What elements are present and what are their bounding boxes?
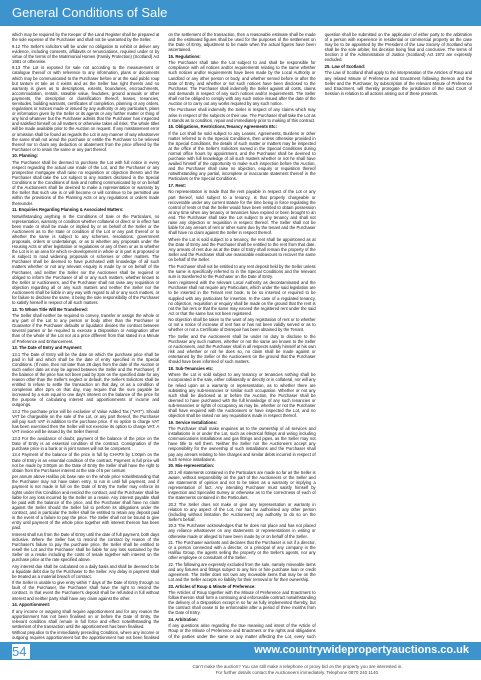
paragraph: 13.3 For the avoidance of doubt, payment of the balance of the price on the Date of Entry is an essential condition of the contract. Consignation of the purchase price in a bank or in joint names will not be competent. [12, 435, 160, 451]
paragraph: The Seller and the Auctioneers shall be under no duty to disclose to the Purchaser any such matters, whether or not the same are known to the Seller or Auctioneers, and the Purchaser shall in all respects satisfy himself at his own risk and whether or not he does so, no claim shall be made against or entertained by the Seller or the Auctioneers on the ground that the Purchaser should have been informed of such matters. [168, 333, 316, 365]
section-heading: 15. Regulations: [168, 53, 201, 59]
paragraph: Where the Lot is sold subject to a tenancy, the rent shall be apportioned as at the Date of Entry and the Purchaser shall be entitled to the rent from that date. Any arrears of rent due as at the Date of Entry shall remain the property of the Seller and the Purchaser shall use reasonable endeavours to recover the same on behalf of the Seller. [168, 236, 316, 263]
paragraph: 21. The Purchaser warrants and declares that the Purchaser is not if a director, or a person connected with a director, or a principal of any company in the Halifax Group, the agents selling the property or the Seller's agents, nor any other employee or consultant of the Seller. [168, 540, 316, 561]
paragraph: The Purchaser shall be deemed to purchase the Lot with full notice in every respect regarding the actual use made of the Lot, and the Purchaser or any prospective mortgagee shall raise no requisition or objection thereto and the Purchaser shall take the Lot subject to any matters disclosed in the Special Conditions or the Conditions of Sale and nothing communicated by or on behalf of the Auctioneers shall be deemed to make a representation or warranty by the Seller that such use is or will become or will continue to be permitted use within the provisions of the Planning Acts or any regulations or orders made thereunder. [12, 159, 160, 206]
section-heading: 18. Sub-Tenancies etc: [168, 365, 214, 371]
section-heading: 17. Rent: [168, 182, 187, 188]
paragraph: The Law of Scotland shall apply to the interpretation of the Articles of Roup and any related Minute of Preference and Enactment following thereon and the Seller and the Purchaser, by subscription of the relevant Minute of Preference and Enactment, will thereby prorogate the jurisdiction of the said Court of Session in relation to all actions arising out of these presents. [324, 70, 472, 96]
section-heading: 10. Planning: [12, 153, 39, 159]
paragraph: If any income or outgoing shall require apportionment and for any reason the apportionment has not been finalised on or before the Date of Entry, the relevant condition shall remain in full force and effect notwithstanding the settlement of the transaction until the apportionment has been finalised. [12, 608, 160, 629]
paragraph: 13.2 The purchase price will be exclusive of Value Added Tax ("VAT"). Should VAT be chargeable on the sale of the Lot, or any part thereof, the Purchaser will pay such VAT in addition to the purchase price. If no option to charge VAT has been exercised then the Seller will not exercise its option to charge VAT. A VAT invoice will be issued by the Seller thereof. [12, 408, 160, 435]
paragraph: The Articles of Roup together with the Minute of Preference and Enactment to follow thereon shall form a continuing and enforceable contract notwithstanding the delivery of a Disposition except in so far as fully implemented thereby, but the contract shall cease to be enforceable after a period of three months from the Date of Entry. [168, 590, 316, 616]
paragraph: If any questions arise regarding the true meaning and intent of the Article of Roup or the Minute of Preference and Enactment or the rights and obligations of the parties under the same or any matter affecting the Lot, every such question shall be submitted on the application of either party to the arbitration of a person with experience in residential or commercial property as the case may be to be appointed by the President of the Law Society of Scotland who shall be the sole arbiter, his decision being final and conclusive. The terms of Section 3 of the Administration of Justice (Scotland) Act 1972 are expressly excluded. [168, 32, 472, 639]
paragraph: Notwithstanding anything in the Conditions of Sale or the Particulars, no representation, warranty or condition whether collateral or direct or in effect has been made or shall be made or implied by or on behalf of the Seller or the Auctioneers as to the state or condition of the Lot or any part thereof or to whether the same is subject to any schemes, resolutions, government proposals, orders or undertakings, or as to whether any proposals under the Housing Acts or other legislation or regulations or any of them or as to whether the Lot is in an area for which re-development in whole or in part is proposed or is subject to road widening proposals or schemes or other matters. The Purchaser shall be deemed to have purchased with knowledge of all such matters whether or not any relevant enquiry is made by or on behalf of the Purchaser, and neither the Seller nor the Auctioneer shall be required or obliged to inform the Purchaser of all or any such matters, whether known to the Seller or Auctioneers, and the Purchaser shall not raise any requisition or objection regarding all or any such matters and neither the Seller nor the Auctioneers shall be liable in any way with regard to all or any such matters, or for failure to disclose the same, it being the sole responsibility of the Purchaser to satisfy himself in respect of all such matters. [12, 213, 160, 306]
paragraph: 13.4 Payment of the balance of the price in full by CHAPS by 1:00pm on the Date of Entry is an essential condition of the contract. Payment in full price will not be made by 3:00pm on the Date of Entry the Seller shall have the right to obtain from the Purchaser interest at the rate of 5 per centum [12, 452, 160, 473]
paragraph: The Purchaser shall take the Lot subject to and shall be responsible for compliance with all notices and/or requirements relating to the same whether such notices and/or requirements have been made by the Local Authority or Landlord or any other person or body, and whether served before or after the Date of Entry, and whether or not such notices have been disclosed to the Purchaser. The Purchaser shall indemnify the Seller against all costs, claims and demands in respect of any such notices and/or requirements. The Seller shall not be obliged to comply with any such notice issued after the date of the Auction or to carry out any works required by any such notice. [168, 60, 316, 106]
paragraph: 20.3 The Purchaser acknowledges that he does not place and has not placed any reliance whatsoever on any statements or representations in writing or otherwise made or alleged to have been made by or on behalf of the Seller. [168, 523, 316, 539]
paragraph: 22. The following are expressly excluded from the sale, namely moveable items and any fixtures and fittings subject to any hire or hire purchase loan or credit agreement. The Seller does not own any moveable items that may be on the Lot and the Seller accepts no liability for their removal or for their ownership. [168, 561, 316, 583]
conditions-body [12, 32, 472, 642]
paragraph: The Purchaser shall not be entitled to any rent deposit held by the Seller unless the same is specifically referred to in the Special Conditions and the relevant sum is transferred to the Purchaser on the Date of Entry. [168, 263, 316, 279]
section-heading: 13. The Date of Entry and Payment: [12, 345, 83, 351]
website-link[interactable]: www.countrywidepropertyauctions.co.uk [254, 644, 469, 656]
paragraph: per annum above Halifax plc base rate on the whole price notwithstanding that the Purchaser may not have taken entry, to run in until full payment, and if payment is not made in full on the Date of Entry the Seller may enforce its rights under this Condition and rescind the contract, and the Purchaser shall be liable for any loss incurred by the Seller on a resale. Any interest payable shall be paid with the balance of the price, and the Purchaser shall have no claim against the Seller should the Seller fail to perform its obligations under the contract, and in particular the Seller shall be entitled to retain any deposit paid in the event of a failure to pay the price. The Seller shall not be bound to give entry until payment of the whole price together with interest thereon has been paid. [12, 474, 160, 531]
paragraph: No representation is made that the rent payable in respect of the Lot or any part thereof, sold subject to a tenancy, is that properly chargeable or recoverable under any current statute for the time being in force regulating the control of rents or that the Seller would have been entitled to obtain possession at any time when any tenancy or tenancies have expired or been brought to an end. The Purchaser shall take the Lot subject to any tenancy and shall not raise any objection or requisition in respect thereof. The Seller shall not be liable for any arrears of rent or other sums due by the tenant and the Purchaser shall have no claim against the Seller in respect thereof. [168, 189, 316, 236]
paragraph: The Seller shall neither be required to convey, transfer or assign the whole or any part of the Lot to any person or body other than the Purchaser or Guarantor if the Purchaser defaults or liquidator divides the contract between several parties or be required to execute a Disposition or Assignation other than of the whole of the Lot nor at a price different from that stated in a Minute of Preference and Enhancement. [12, 313, 160, 344]
section-heading: 11. Enquiries Regarding Planning & Associated Matters: [12, 207, 124, 213]
proxy-bid-note: Can't make the auction? You can still make a telephone or proxy bid on the property you are interested in. [192, 664, 403, 669]
section-heading: 12. To Whom Title Will Be Transferred: [12, 306, 89, 312]
paragraph: 9.13 The Lot is exposed for sale not according to the measurement or catalogue thereof or with reference to any information, plans or documents which may be communicated to the Purchaser before or at the said public roup but tantum et tale as it exists and as the Seller has right thereto and no warranty is given as to descriptions, extents, boundaries, encroachments, accommodation, rentals, rateable value, feuduties, ground annuals or other payments, the description or classification thereof, leases, tenancies, servitudes, building warrants, certificates of completion, planning or any orders, regulations or notices made or issued by any authority or any particulars, plans or information given by the Seller or its agents or any further matter or thing of any kind whatever but the Purchaser admits that the Purchaser has inspected and satisfied himself on all matters or otherwise takes all risks. The whole titles will be made available prior to the Auction on request. If any misstatement error or omission shall be found as regards the Lot in any manner of way whatsoever the same shall not annul the purchase or entitle the Purchaser to be relieved thereof nor to claim any deduction or abatement from the price offered by the Purchaser or to retain the same or any part thereof. [12, 65, 160, 152]
section-heading: 16. Obligations, Restrictions,Tenancy Agreements Etc: [168, 124, 277, 130]
section-heading: 24. Arbitration: [168, 616, 198, 622]
paragraph: which may be required by the Keeper of the Land Register shall be prepared at the sole expense of the Purchaser and shall not be warranted by the Seller. [12, 32, 160, 43]
paragraph: The Purchaser shall make enquiries as to the ownership of all services and installations in or under the Lot, such as electrical fittings and wiring including communications installations and gas fittings and pipes, as the Seller may not have title to sell them. Neither the Seller nor the Auctioneers accept any responsibility for the ownership of such installations and the Purchaser shall pay any arrears relating to hire charges and similar debts incurred in respect of such service installations. [168, 426, 316, 462]
paragraph: No objection shall be taken to the want of any registration of rent or to whether or not a notice of increase of rent has or has not been validly served or as to whether or not a Certificate of Disrepair has been obtained by the Tenant. [168, 317, 316, 333]
section-heading: 14. Apportionment: [12, 602, 51, 608]
footer-band [0, 642, 481, 660]
paragraph: 20.1 All statements contained in the Particulars are made so far as the Seller is aware, without responsibility on the part of the Auctioneers or the Seller and are statements of opinion and not to be taken as a warranty or implying a representation of fact. Any intending Purchaser must satisfy himself by inspection and Specialist Survey or otherwise as to the correctness of each of the statements contained in the Particulars. [168, 469, 316, 501]
contact-note: For further details contact the Auctioneers immediately. Telephone 0870 240 1140. [215, 670, 380, 675]
page-title: General Conditions of Sale [12, 5, 168, 20]
paragraph: Where the Lot is sold subject to any tenancy or tenancies nothing shall be incorporated in the sale, either collaterally or directly or in collateral, nor will any be relied upon as a warranty or representation, as to whether there are subsisting any sub-tenancies or similar such occupation. Whether or not any such shall be disclosed at or before the Auction, the Purchaser shall be deemed to have purchased with the full knowledge of any such tenancies or sub-tenancies or rights of occupancy as may be, whether or not the Purchaser shall have enquired with the Auctioneers or have inspected the Lot, and no objection shall be raised nor any requisitions made in respect thereof. [168, 372, 316, 419]
paragraph: The Purchaser shall indemnify the Seller in respect of any claims which may arise in respect of the subjects or their use. The Purchaser shall take the Lot as it stands as to condition, repair and immediately prior to making of this contract. [168, 107, 316, 123]
footer-notes [120, 664, 475, 676]
paragraph: 13.1 The Date of Entry will be the date on which the purchase price shall be paid in full and which shall be the date of entry specified in the Special Conditions. (If none, then not later than 28 days from the date of the Auction or such earlier date as may be agreed between the Seller and the Purchaser). If the balance of the price has not been paid by 2pm on the specified date for any reason other than the Seller's neglect or default, the Seller's Solicitors shall be entitled to refuse to settle the transaction on that day, or as a condition of completion after 2pm on that day, may require that the sum payable be increased by a sum equal to one day's interest on the balance of the price for the purpose of calculating interest and apportionments of income and outgoings. [12, 351, 160, 408]
paragraph: 9.12 The Seller's solicitors will be under no obligation to exhibit or deliver any evidence, including consents, affidavits or renunciations, required under or by virtue of the terms of the Matrimonial Homes (Family Protection) (Scotland) Act 1981 or otherwise. [12, 43, 160, 64]
page-number: 54 [12, 644, 30, 659]
paragraph: 20.2 The Seller does not make or give any representation or warranty in relation to any aspect of the Lot, nor has he authorised any other person (including without limitation the Auctioneers) any authority to do so on the Seller's behalf. [168, 501, 316, 522]
paragraph: If the Seller is unable to give entry within 7 days of the Date of Entry through no fault of the Purchaser, the Purchaser shall have the right to rescind the contract. In that event the Purchaser's deposit shall be refunded in full without interest and neither party shall have any claim against the other. [12, 580, 160, 601]
paragraph: Without prejudice to the immediately preceding Condition, where any income or outgoing requires apportionment but the apportionment has not been finalised on the settlement of the transaction, then a reasonable estimate shall be made and the estimated figures shall be used for the purposes of the settlement on the Date of Entry, adjustment to be made when the actual figures have been ascertained. [12, 32, 316, 641]
section-heading: 19. Service Installations: [168, 419, 218, 425]
header-bar [0, 0, 481, 26]
section-heading: 23. Articles of Roup & Minute of Preference: [168, 583, 256, 589]
paragraph: been registered with the relevant Local Authority as decontaminated and the Purchaser shall not require any Particulars, which under the said legislation are to be inserted in the Tenant rent book, to be so inserted or required to be supplied with any particulars for insertion. In the case of a regulated tenancy, no objection, requisition or enquiry shall be made on the ground that the rent is not the fair rent or that the same may exceed the registered rent under the said Act or that the same has not been registered. [168, 280, 316, 316]
paragraph: If the Lot shall be sold subject to any Leases, Agreements, Burdens or other matter referred to in the Special Conditions, then unless otherwise provided in the Special Conditions, the details of such matter or matters may be inspected at the office of the Seller's Solicitors named in the Special Conditions during normal office hours by appointment, and the Purchaser shall be deemed to purchase with full knowledge of all such matters whether or not he shall have availed himself of the opportunity to make such inspection before the Auction, and the Purchaser shall raise no objection, enquiry or requisition thereof notwithstanding any partial, incomplete or inaccurate statement thereof in the Particulars or the Special Conditions. [168, 130, 316, 182]
paragraph: Any interest due shall be calculated on a daily basis and shall be deemed to be a liquidate debt due by the Purchaser to the Seller. Any delay in payment shall be treated as a material breach of contract. [12, 563, 160, 579]
section-heading: 25. Law of Scotland: [324, 63, 366, 69]
section-heading: 20. Mis-representation: [168, 463, 215, 469]
paragraph: Interest shall run from the Date of Entry until the date of full payment, both days inclusive. Where the Seller has to rescind the contract by reason of the Purchaser's failure to pay the purchase price, the Seller shall be entitled to resell the Lot and the Purchaser shall be liable for any loss sustained by the Seller on a resale including the costs of resale together with interest on the purchase price at the rate specified above. [12, 531, 160, 563]
